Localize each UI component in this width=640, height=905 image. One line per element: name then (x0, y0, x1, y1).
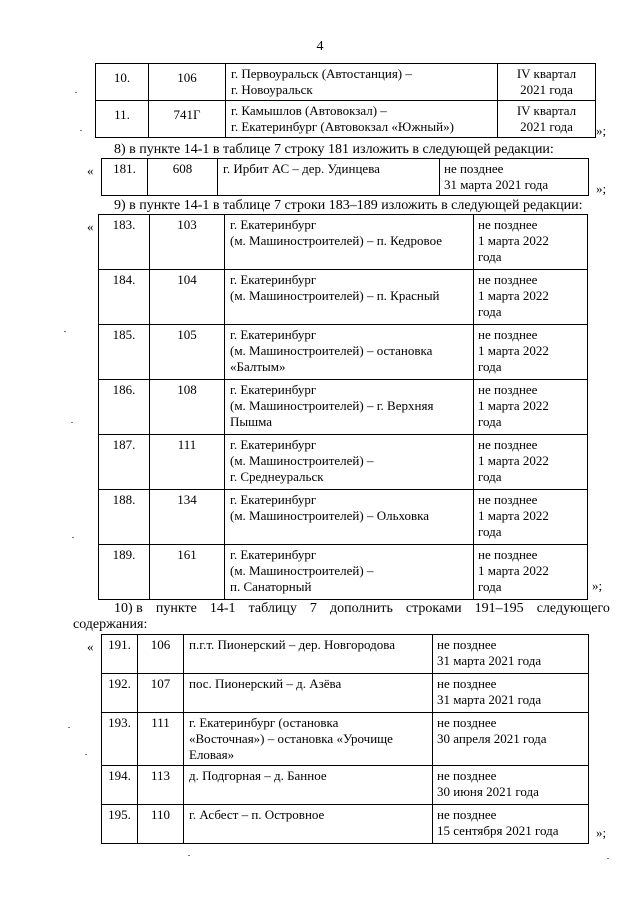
term-line: 1 марта 2022 (478, 343, 549, 358)
word: следующего (536, 601, 610, 616)
term-cell (474, 270, 588, 325)
item-8-text: 8) в пункте 14-1 в таблице 7 строку 181 изложить в следующей редакции: (114, 142, 554, 157)
scan-speck (72, 537, 74, 538)
term-line: не позднее (437, 637, 497, 652)
route-number-cell: 110 (138, 805, 184, 844)
route-name-line: (м. Машиностроителей) – г. Верхняя (230, 398, 434, 413)
term-cell (433, 674, 589, 713)
route-name-line: д. Подгорная – д. Банное (189, 768, 327, 783)
route-number-cell: 134 (150, 490, 225, 545)
table-row (102, 766, 589, 805)
closing-quote: »; (596, 123, 607, 138)
term-line: не позднее (478, 382, 538, 397)
route-name-cell (226, 64, 498, 101)
row-number-cell: 192. (102, 674, 138, 713)
row-number-cell: 183. (99, 215, 150, 270)
route-name-line: г. Среднеуральск (230, 469, 324, 484)
word: строками (405, 601, 462, 616)
term-line: не позднее (444, 161, 504, 176)
term-line: 31 марта 2021 года (437, 653, 542, 668)
term-line: IV квартал (516, 103, 577, 118)
route-name-line: г. Екатеринбург (230, 272, 317, 287)
term-line: не позднее (437, 715, 497, 730)
route-number-cell: 741Г (149, 101, 226, 138)
term-line: года (478, 524, 502, 539)
term-line: года (478, 359, 502, 374)
route-name-line: «Балтым» (230, 359, 286, 374)
row-number-cell: 194. (102, 766, 138, 805)
table-row (99, 325, 588, 380)
row-number-cell: 181. (102, 159, 148, 196)
term-cell (474, 215, 588, 270)
table-row (102, 635, 589, 674)
route-name-line: г. Камышлов (Автовокзал) – (231, 103, 387, 118)
route-name-line: (м. Машиностроителей) – остановка (230, 343, 433, 358)
word: 7 (309, 601, 317, 616)
route-name-line: Еловая» (189, 747, 235, 762)
item-10-text-cont: содержания: (73, 617, 148, 632)
term-line: 1 марта 2022 (478, 508, 549, 523)
routes-table-181 (101, 158, 589, 196)
scan-speck (64, 331, 66, 332)
route-name-cell (184, 766, 433, 805)
scan-speck (85, 754, 87, 755)
term-cell (474, 435, 588, 490)
word: 14-1 (209, 601, 236, 616)
row-number-cell: 189. (99, 545, 150, 600)
row-number-cell: 10. (96, 64, 149, 101)
route-number-cell: 111 (138, 713, 184, 766)
route-number-cell: 608 (148, 159, 218, 196)
row-number-cell: 193. (102, 713, 138, 766)
route-name-line: г. Первоуральск (Автостанция) – (231, 66, 412, 81)
route-number-cell: 106 (138, 635, 184, 674)
table-row (99, 215, 588, 270)
table-row (96, 101, 596, 138)
term-line: года (478, 414, 502, 429)
table-row (102, 805, 589, 844)
term-cell (498, 64, 596, 101)
route-name-line: «Восточная») – остановка «Урочище (189, 731, 393, 746)
item-9-text: 9) в пункте 14-1 в таблице 7 строки 183–189 изложить в следующей редакции: (114, 198, 583, 213)
word: дополнить (329, 601, 393, 616)
term-cell (474, 380, 588, 435)
scan-speck (75, 92, 77, 93)
route-name-cell (225, 325, 474, 380)
route-name-line: г. Екатеринбург (230, 492, 317, 507)
route-name-line: г. Екатеринбург (Автовокзал «Южный») (231, 119, 454, 134)
term-cell (440, 159, 589, 196)
route-name-line: (м. Машиностроителей) – п. Кедровое (230, 233, 443, 248)
term-line: не позднее (437, 768, 497, 783)
word: 10) в (114, 601, 143, 616)
term-line: IV квартал (516, 66, 577, 81)
route-number-cell: 113 (138, 766, 184, 805)
row-number-cell: 184. (99, 270, 150, 325)
route-number-cell: 111 (150, 435, 225, 490)
route-name-line: (м. Машиностроителей) – п. Красный (230, 288, 440, 303)
term-line: 2021 года (520, 119, 573, 134)
closing-quote: »; (596, 825, 607, 840)
term-line: не позднее (478, 272, 538, 287)
route-name-cell (184, 713, 433, 766)
closing-quote: »; (596, 181, 607, 196)
term-cell (474, 490, 588, 545)
route-name-line: п.г.т. Пионерский – дер. Новгородова (189, 637, 395, 652)
term-line: не позднее (437, 676, 497, 691)
term-line: не позднее (478, 217, 538, 232)
route-name-cell (226, 101, 498, 138)
term-cell (433, 805, 589, 844)
scan-speck (80, 130, 82, 131)
route-name-line: п. Санаторный (230, 579, 312, 594)
opening-quote: « (87, 163, 94, 178)
term-line: 30 июня 2021 года (437, 784, 539, 799)
route-name-line: (м. Машиностроителей) – Ольховка (230, 508, 430, 523)
term-line: не позднее (478, 327, 538, 342)
term-line: не позднее (478, 437, 538, 452)
row-number-cell: 191. (102, 635, 138, 674)
route-name-cell (225, 215, 474, 270)
term-line: не позднее (478, 547, 538, 562)
term-line: 2021 года (520, 82, 573, 97)
routes-table-top (95, 63, 596, 138)
route-name-cell (184, 674, 433, 713)
table-row (99, 380, 588, 435)
term-line: года (478, 469, 502, 484)
word: 191–195 (474, 601, 524, 616)
scan-speck (71, 422, 73, 423)
route-name-line: (м. Машиностроителей) – (230, 453, 374, 468)
row-number-cell: 188. (99, 490, 150, 545)
term-line: 30 апреля 2021 года (437, 731, 547, 746)
term-line: 15 сентября 2021 года (437, 823, 559, 838)
route-name-line: г. Екатеринбург (230, 382, 317, 397)
table-row (99, 435, 588, 490)
table-row (99, 270, 588, 325)
term-line: 31 марта 2021 года (444, 177, 549, 192)
route-name-cell (218, 159, 440, 196)
route-name-line: пос. Пионерский – д. Азёва (189, 676, 342, 691)
row-number-cell: 187. (99, 435, 150, 490)
route-number-cell: 104 (150, 270, 225, 325)
route-name-cell (225, 490, 474, 545)
route-name-cell (225, 380, 474, 435)
term-cell (474, 325, 588, 380)
item-10-text (114, 601, 610, 617)
route-name-cell (225, 545, 474, 600)
term-line: 31 марта 2021 года (437, 692, 542, 707)
route-number-cell: 108 (150, 380, 225, 435)
route-name-line: г. Ирбит АС – дер. Удинцева (223, 161, 380, 176)
routes-table-183-189 (98, 214, 588, 600)
term-line: 1 марта 2022 (478, 233, 549, 248)
table-row (102, 674, 589, 713)
word: пункте (155, 601, 197, 616)
route-name-line: г. Новоуральск (231, 82, 313, 97)
table-row (99, 545, 588, 600)
table-row (99, 490, 588, 545)
route-name-cell (184, 805, 433, 844)
term-line: 1 марта 2022 (478, 288, 549, 303)
route-name-line: (м. Машиностроителей) – (230, 563, 374, 578)
closing-quote: »; (592, 578, 603, 593)
term-line: года (478, 304, 502, 319)
term-cell (433, 766, 589, 805)
route-name-line: г. Екатеринбург (230, 217, 317, 232)
route-number-cell: 107 (138, 674, 184, 713)
term-cell (433, 713, 589, 766)
route-name-line: г. Екатеринбург (230, 327, 317, 342)
route-name-cell (225, 270, 474, 325)
route-number-cell: 106 (149, 64, 226, 101)
route-name-cell (184, 635, 433, 674)
term-line: 1 марта 2022 (478, 563, 549, 578)
table-row (102, 159, 589, 196)
page-number: 4 (316, 39, 324, 54)
term-cell (498, 101, 596, 138)
row-number-cell: 185. (99, 325, 150, 380)
term-line: не позднее (437, 807, 497, 822)
route-name-line: Пышма (230, 414, 273, 429)
scan-speck (188, 855, 190, 856)
term-cell (433, 635, 589, 674)
route-name-cell (225, 435, 474, 490)
term-cell (474, 545, 588, 600)
table-row (102, 713, 589, 766)
term-line: 1 марта 2022 (478, 398, 549, 413)
route-name-line: г. Екатеринбург (230, 437, 317, 452)
opening-quote: « (87, 639, 94, 654)
route-name-line: г. Екатеринбург (остановка (189, 715, 339, 730)
route-number-cell: 105 (150, 325, 225, 380)
term-line: года (478, 249, 502, 264)
route-number-cell: 161 (150, 545, 225, 600)
word: таблицу (248, 601, 297, 616)
route-name-line: г. Екатеринбург (230, 547, 317, 562)
row-number-cell: 11. (96, 101, 149, 138)
routes-table-191-195 (101, 634, 589, 844)
route-number-cell: 103 (150, 215, 225, 270)
opening-quote: « (87, 219, 94, 234)
term-line: 1 марта 2022 (478, 453, 549, 468)
scan-speck (68, 727, 70, 728)
scan-speck (607, 858, 609, 859)
row-number-cell: 195. (102, 805, 138, 844)
row-number-cell: 186. (99, 380, 150, 435)
term-line: года (478, 579, 502, 594)
term-line: не позднее (478, 492, 538, 507)
table-row (96, 64, 596, 101)
route-name-line: г. Асбест – п. Островное (189, 807, 325, 822)
